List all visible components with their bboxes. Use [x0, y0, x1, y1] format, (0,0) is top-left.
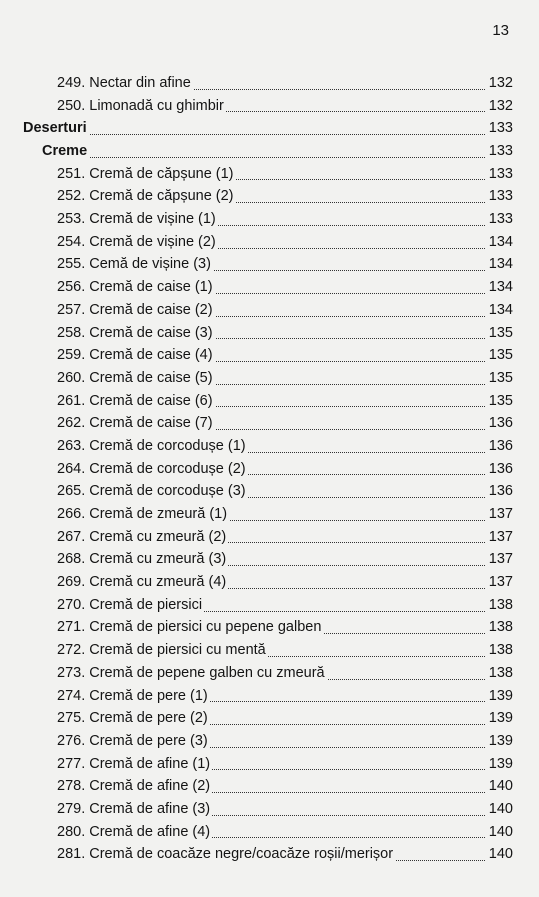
toc-entry-title: 258. Cremă de caise (3)	[57, 322, 215, 345]
toc-entry-title: 268. Cremă cu zmeură (3)	[57, 548, 228, 571]
toc-entry-title: 252. Cremă de căpșune (2)	[57, 185, 236, 208]
toc-entry	[0, 571, 539, 594]
toc-entry	[0, 503, 539, 526]
toc-entry-page: 133	[487, 208, 513, 231]
toc-entry	[0, 685, 539, 708]
toc-entry	[0, 435, 539, 458]
toc-entry	[0, 480, 539, 503]
toc-entry	[0, 344, 539, 367]
toc-entry-title: 272. Cremă de piersici cu mentă	[57, 639, 268, 662]
toc-entry-title: 255. Cemă de vișine (3)	[57, 253, 213, 276]
toc-entry-title: 273. Cremă de pepene galben cu zmeură	[57, 662, 327, 685]
toc-entry	[0, 617, 539, 640]
toc-entry	[0, 526, 539, 549]
toc-entry-title: 263. Cremă de corcodușe (1)	[57, 435, 248, 458]
toc-entry-title: 279. Cremă de afine (3)	[57, 798, 212, 821]
toc-entry-page: 135	[487, 322, 513, 345]
toc-entry	[0, 299, 539, 322]
toc-entry	[0, 594, 539, 617]
toc-entry-title: 254. Cremă de vișine (2)	[57, 231, 218, 254]
toc-entry-page: 134	[487, 299, 513, 322]
toc-entry-page: 139	[487, 685, 513, 708]
toc-entry-title: 259. Cremă de caise (4)	[57, 344, 215, 367]
toc-entry-title: 250. Limonadă cu ghimbir	[57, 95, 226, 118]
toc-entry	[0, 639, 539, 662]
toc-entry	[0, 458, 539, 481]
toc-entry-page: 135	[487, 390, 513, 413]
toc-entry	[0, 707, 539, 730]
toc-entry-title: 249. Nectar din afine	[57, 72, 193, 95]
toc-entry-page: 136	[487, 480, 513, 503]
toc-entry-page: 137	[487, 526, 513, 549]
toc-entry-title: 274. Cremă de pere (1)	[57, 685, 210, 708]
toc-entry-title: 275. Cremă de pere (2)	[57, 707, 210, 730]
toc-entry-page: 136	[487, 412, 513, 435]
toc-entry	[0, 367, 539, 390]
page-number: 13	[492, 22, 509, 39]
table-of-contents	[0, 72, 539, 866]
toc-entry-page: 139	[487, 730, 513, 753]
toc-entry-title: 281. Cremă de coacăze negre/coacăze roșii/merișor	[57, 843, 395, 866]
toc-entry-title: 280. Cremă de afine (4)	[57, 821, 212, 844]
toc-entry-title: 276. Cremă de pere (3)	[57, 730, 210, 753]
toc-entry-page: 132	[487, 72, 513, 95]
toc-section-heading	[0, 140, 539, 163]
toc-entry	[0, 72, 539, 95]
toc-entry-page: 134	[487, 253, 513, 276]
toc-entry-title: 278. Cremă de afine (2)	[57, 775, 212, 798]
toc-entry	[0, 95, 539, 118]
toc-entry-page: 135	[487, 367, 513, 390]
toc-entry-title: 256. Cremă de caise (1)	[57, 276, 215, 299]
toc-entry-title: 262. Cremă de caise (7)	[57, 412, 215, 435]
toc-entry-title: 270. Cremă de piersici	[57, 594, 204, 617]
toc-entry-page: 137	[487, 548, 513, 571]
toc-entry-page: 133	[487, 117, 513, 140]
toc-entry	[0, 208, 539, 231]
toc-entry	[0, 798, 539, 821]
toc-entry-title: 253. Cremă de vișine (1)	[57, 208, 218, 231]
toc-entry-page: 134	[487, 231, 513, 254]
toc-entry-title: 251. Cremă de căpșune (1)	[57, 163, 236, 186]
toc-entry-page: 138	[487, 662, 513, 685]
toc-entry-page: 140	[487, 775, 513, 798]
toc-entry	[0, 843, 539, 866]
toc-entry-title: Deserturi	[23, 117, 89, 140]
toc-leader-dots	[23, 134, 485, 135]
toc-entry-title: 265. Cremă de corcodușe (3)	[57, 480, 248, 503]
toc-entry-page: 135	[487, 344, 513, 367]
toc-entry	[0, 821, 539, 844]
toc-entry-page: 140	[487, 798, 513, 821]
toc-entry-page: 140	[487, 843, 513, 866]
toc-entry	[0, 276, 539, 299]
toc-entry	[0, 753, 539, 776]
toc-entry-page: 139	[487, 753, 513, 776]
toc-entry-title: 269. Cremă cu zmeură (4)	[57, 571, 228, 594]
toc-entry-page: 138	[487, 639, 513, 662]
toc-entry-page: 138	[487, 616, 513, 639]
toc-entry	[0, 730, 539, 753]
toc-entry	[0, 322, 539, 345]
toc-entry	[0, 412, 539, 435]
toc-entry-title: Creme	[42, 140, 89, 163]
toc-entry-page: 138	[487, 594, 513, 617]
toc-entry-page: 136	[487, 458, 513, 481]
toc-entry-page: 133	[487, 185, 513, 208]
toc-entry-page: 137	[487, 571, 513, 594]
toc-entry	[0, 548, 539, 571]
toc-entry-title: 266. Cremă de zmeură (1)	[57, 503, 229, 526]
toc-entry	[0, 231, 539, 254]
toc-entry-page: 140	[487, 821, 513, 844]
toc-entry-title: 261. Cremă de caise (6)	[57, 390, 215, 413]
toc-entry-title: 257. Cremă de caise (2)	[57, 299, 215, 322]
toc-entry-page: 132	[487, 95, 513, 118]
toc-entry-title: 260. Cremă de caise (5)	[57, 367, 215, 390]
toc-entry-title: 277. Cremă de afine (1)	[57, 753, 212, 776]
toc-entry	[0, 390, 539, 413]
toc-entry-page: 139	[487, 707, 513, 730]
toc-entry-page: 137	[487, 503, 513, 526]
toc-entry-title: 271. Cremă de piersici cu pepene galben	[57, 616, 323, 639]
toc-entry-title: 267. Cremă cu zmeură (2)	[57, 526, 228, 549]
toc-entry-page: 133	[487, 140, 513, 163]
toc-entry	[0, 185, 539, 208]
toc-entry	[0, 775, 539, 798]
toc-entry-page: 133	[487, 163, 513, 186]
toc-entry-title: 264. Cremă de corcodușe (2)	[57, 458, 248, 481]
toc-entry	[0, 163, 539, 186]
toc-entry	[0, 254, 539, 277]
toc-entry	[0, 662, 539, 685]
toc-leader-dots	[42, 157, 485, 158]
toc-section-heading	[0, 117, 539, 140]
toc-entry-page: 136	[487, 435, 513, 458]
toc-entry-page: 134	[487, 276, 513, 299]
